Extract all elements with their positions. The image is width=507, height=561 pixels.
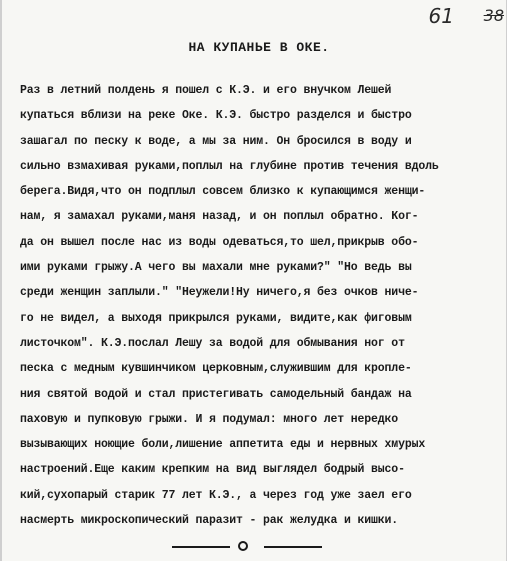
text-line: купаться вблизи на реке Оке. К.Э. быстро разделся и быстро	[20, 109, 412, 123]
ornament-rule-left	[172, 546, 230, 548]
text-line: среди женщин заплыли." "Неужели!Ну ничего,я без очков ниче-	[20, 286, 419, 300]
text-line: паховую и пупковую грыжи. И я подумал: много лет нередко	[20, 412, 399, 426]
text-line: насмерть микроскопический паразит - рак желудка и кишки.	[20, 514, 399, 528]
text-line: кий,сухопарый старик 77 лет К.Э., а через год уже заел его	[20, 488, 412, 502]
text-line: ния святой водой и стал пристегивать самодельный бандаж на	[20, 387, 412, 401]
ornament-rule-right	[264, 546, 322, 548]
text-line: ими руками грыжу.А чего вы махали мне руками?" "Но ведь вы	[20, 261, 412, 275]
text-line: сильно взмахивая руками,поплыл на глубине против течения вдоль	[20, 159, 439, 173]
page-title: НА КУПАНЬЕ В ОКЕ.	[188, 40, 330, 55]
text-line: зашагал по песку к воде, а мы за ним. Он бросился в воду и	[20, 134, 412, 148]
end-ornament	[172, 541, 322, 553]
text-line: песка с медным кувшинчиком церковным,служившим для кропле-	[20, 362, 412, 376]
text-line: да он вышел после нас из воды одеваться,то шел,прикрыв обо-	[20, 235, 419, 249]
text-line: листочком". К.Э.послал Лешу за водой для обмывания ног от	[20, 336, 405, 350]
text-line: Раз в летний полдень я пошел с К.Э. и его внучком Лешей	[20, 84, 392, 97]
text-line: вызывающих ноющие боли,лишение аппетита еды и нервных хмурых	[20, 438, 426, 452]
text-line: настроений.Еще каким крепким на вид выглядел бодрый высо-	[20, 463, 405, 477]
ornament-circle-icon	[238, 541, 248, 551]
text-line: го не видел, а выходя прикрылся руками, видите,как фиговым	[20, 311, 412, 325]
page-number: 61	[428, 4, 454, 28]
struck-page-number: 38	[483, 6, 504, 25]
text-line: нам, я замахал руками,маня назад, и он поплыл обратно. Ког-	[20, 210, 419, 224]
body-text	[20, 78, 496, 533]
text-line: берега.Видя,что он подплыл совсем близко к купающимся женщи-	[20, 185, 426, 199]
